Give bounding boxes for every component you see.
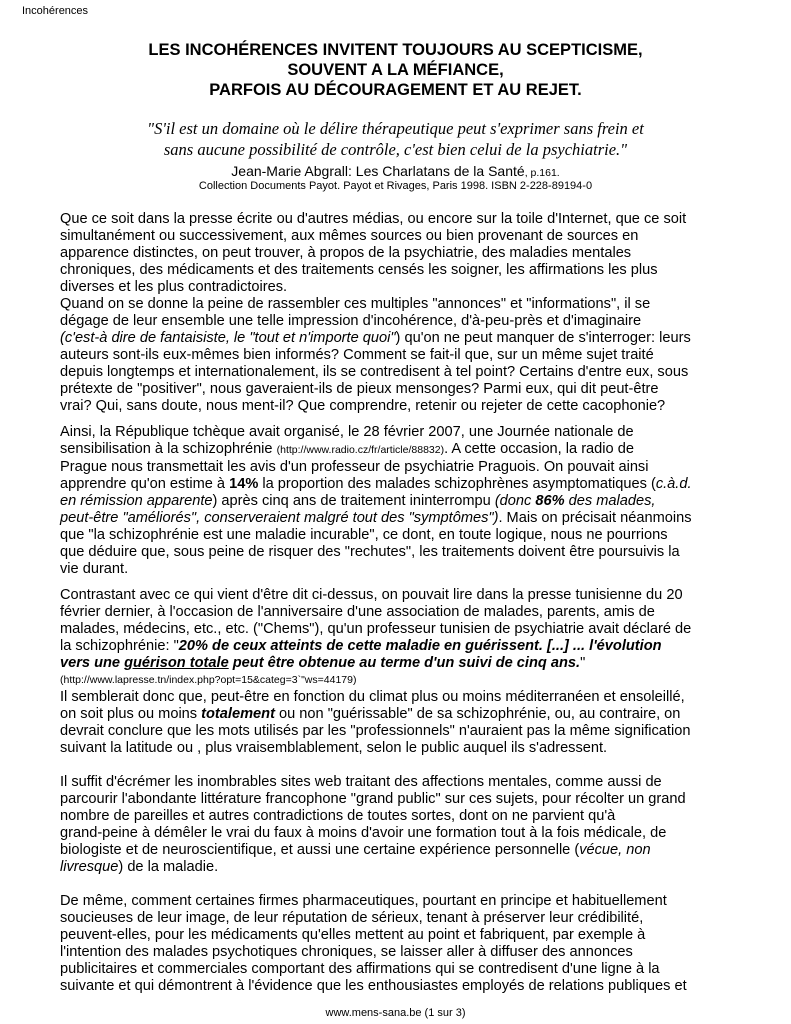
italic-text: livresque (60, 859, 119, 875)
paragraph-intro (60, 211, 740, 296)
bold-italic-text: totalement (201, 706, 275, 722)
text-line: chroniques, des médicaments et des traitements censés les soigner, les affirmations les plus (60, 262, 658, 278)
text-line (60, 638, 740, 655)
epigraph-quote (0, 118, 791, 160)
title-line: SOUVENT A LA MÉFIANCE, (287, 61, 504, 79)
title-line: LES INCOHÉRENCES INVITENT TOUJOURS AU SCEPTICISME, (148, 41, 643, 59)
text-run: . Mais on précisait néanmoins (498, 510, 692, 526)
text-line: que "la schizophrénie est une maladie incurable", ce dont, en toute logique, nous ne pourrions (60, 527, 668, 543)
text-line: nombre de pareilles et autres contradictions de toutes sortes, dont on ne parvient qu'à (60, 808, 616, 824)
text-line: Il semblerait donc que, peut-être en fonction du climat plus ou moins méditerranéen et ensoleillé, (60, 689, 685, 705)
italic-text: (donc (494, 493, 536, 509)
text-line (60, 842, 740, 859)
text-line: dégage de leur ensemble une telle impression d'incohérence, d'à-peu-près et d'imaginaire (60, 313, 642, 329)
attribution-author: Jean-Marie Abgrall: Les Charlatans de la Santé (231, 163, 525, 179)
italic-text: c.à.d. (655, 476, 692, 492)
text-line: Il suffit d'écrémer les inombrables sites web traitant des affections mentales, comme aussi de (60, 774, 662, 790)
text-line: soucieuses de leur image, de leur réputation de sérieux, tenant à préserver leur crédibilité, (60, 910, 644, 926)
text-line (60, 330, 740, 347)
text-line: Ainsi, la République tchèque avait organisé, le 28 février 2007, une Journée nationale de (60, 424, 634, 440)
title-line: PARFOIS AU DÉCOURAGEMENT ET AU REJET. (209, 81, 582, 99)
text-line (60, 476, 740, 493)
bold-italic-text: 20% de ceux atteints de cette maladie en guérissent. [...] ... l'évolution (178, 638, 662, 654)
text-run: on soit plus ou moins (60, 706, 202, 722)
underlined-text: guérison totale (124, 655, 229, 671)
text-line: grand-peine à démêler le vrai du faux à moins d'avoir une formation tout à la fois médicale, de (60, 825, 667, 841)
text-line: vie durant. (60, 561, 129, 577)
running-header: Incohérences (22, 5, 89, 17)
text-run: la proportion des malades schizophrènes asymptomatiques ( (258, 476, 656, 492)
text-line (60, 859, 740, 876)
italic-text: en rémission apparente (60, 493, 213, 509)
text-run: apprendre qu'on estime à (60, 476, 230, 492)
bold-text: 14% (229, 476, 259, 492)
source-url: (http://www.radio.cz/fr/article/88832) (276, 444, 445, 456)
text-line: peuvent-elles, pour les médicaments qu'elles mettent au point et fabriquent, par exemple à (60, 927, 646, 943)
text-line: depuis longtemps et internationalement, ils se contredisent à tel point? Certains d'entre eux, sous (60, 364, 689, 380)
italic-text: des malades, (564, 493, 656, 509)
page-footer: www.mens-sana.be (1 sur 3) (325, 1007, 466, 1019)
text-line: février dernier, à l'occasion de l'anniversaire d'une association de malades, parents, amis de (60, 604, 655, 620)
page-title (0, 40, 791, 100)
document-body (60, 211, 740, 995)
text-run: ) qu'on ne peut manquer de s'interroger: leurs (395, 330, 691, 346)
text-line (60, 441, 740, 459)
quote-line: "S'il est un domaine où le délire thérapeutique peut s'exprimer sans frein et (147, 119, 644, 138)
source-url: (http://www.lapresse.tn/index.php?opt=15&categ=3`"ws=44179) (60, 674, 357, 686)
quote-line: sans aucune possibilité de contrôle, c'est bien celui de la psychiatrie." (163, 140, 628, 159)
text-run: biologiste et de neuroscientifique, et aussi une certaine expérience personnelle ( (60, 842, 580, 858)
attribution-collection: Collection Documents Payot. Payot et Rivages, Paris 1998. ISBN 2-228-89194-0 (198, 180, 593, 192)
text-line: Que ce soit dans la presse écrite ou d'autres médias, ou encore sur la toile d'Internet, que ce soit (60, 211, 687, 227)
italic-text: peut-être "améliorés", conserveraient malgré tout des "symptômes") (60, 510, 499, 526)
text-line: simultanément ou successivement, aux mêmes sources ou bien provenant de sources en (60, 228, 639, 244)
text-line (60, 706, 740, 723)
paragraph-tunisia (60, 587, 740, 757)
italic-text: (c'est-à dire de fantaisiste, le "tout et n'importe quoi" (60, 330, 396, 346)
text-line: malades, médecins, etc., etc. ("Chems"), qu'un professeur tunisien de psychiatrie avait déclaré de (60, 621, 692, 637)
bold-italic-text: peut être obtenue au terme d'un suivi de cinq ans. (228, 655, 581, 671)
text-line: suivant la latitude ou , plus vraisemblablement, selon le public auquel ils s'adressent. (60, 740, 608, 756)
text-line: apparence distinctes, on peut trouver, à propos de la psychiatrie, des maladies mentales (60, 245, 632, 261)
text-run: la schizophrénie: " (60, 638, 179, 654)
text-line (60, 655, 740, 672)
text-line: Contrastant avec ce qui vient d'être dit ci-dessus, on pouvait lire dans la presse tunisienne du 20 (60, 587, 683, 603)
paragraph-websites (60, 774, 740, 876)
text-line: auteurs sont-ils eux-mêmes bien informés? Comment se fait-il que, sur un même sujet traité (60, 347, 654, 363)
attribution-page: , p.161. (524, 167, 560, 179)
text-line: que déduire que, sous peine de risquer des "rechutes", les traitements doivent être poursuivis la (60, 544, 680, 560)
paragraph-czech (60, 424, 740, 578)
bold-italic-text: vers une (60, 655, 125, 671)
text-line: Prague nous transmettait les avis d'un professeur de psychiatrie Praguois. On pouvait ainsi (60, 459, 649, 475)
text-run: ou non "guérissable" de sa schizophrénie, ou, au contraire, on (274, 706, 681, 722)
text-line: diverses et les plus contradictoires. (60, 279, 288, 295)
text-line: De même, comment certaines firmes pharmaceutiques, pourtant en principe et habituellement (60, 893, 667, 909)
text-line: l'intention des malades psychotiques chroniques, se laisser aller à diffuser des annonces (60, 944, 633, 960)
text-line: parcourir l'abondante littérature francophone "grand public" sur ces sujets, pour récolter un grand (60, 791, 686, 807)
italic-text: vécue, non (579, 842, 651, 858)
text-line: suivante et qui démontrent à l'évidence que les enthousiastes employés de relations publiques et (60, 978, 687, 994)
text-run: ) après cinq ans de traitement ininterrompu (212, 493, 495, 509)
text-run: " (580, 655, 586, 671)
text-line (60, 510, 740, 527)
text-line: publicitaires et commerciales comportant des affirmations qui se contredisent d'une ligne à la (60, 961, 660, 977)
text-run: . A cette occasion, la radio de (444, 441, 634, 457)
text-line (60, 493, 740, 510)
text-line: Quand on se donne la peine de rassembler ces multiples "annonces" et "informations", il se (60, 296, 651, 312)
bold-italic-text: 86% (535, 493, 565, 509)
text-line: devrait conclure que les mots utilisés par les "professionnels" n'auraient pas la même signification (60, 723, 691, 739)
paragraph-pharma (60, 893, 740, 995)
paragraph-incoherence (60, 296, 740, 415)
text-run: sensibilisation à la schizophrénie (60, 441, 277, 457)
text-line: vrai? Qui, sans doute, nous ment-il? Que comprendre, retenir ou rejeter de cette cacophonie? (60, 398, 666, 414)
text-line: prétexte de "positiver", nous gaveraient-ils de pieux mensonges? Parmi eux, qui dit peut-être (60, 381, 659, 397)
text-run: ) de la maladie. (118, 859, 219, 875)
